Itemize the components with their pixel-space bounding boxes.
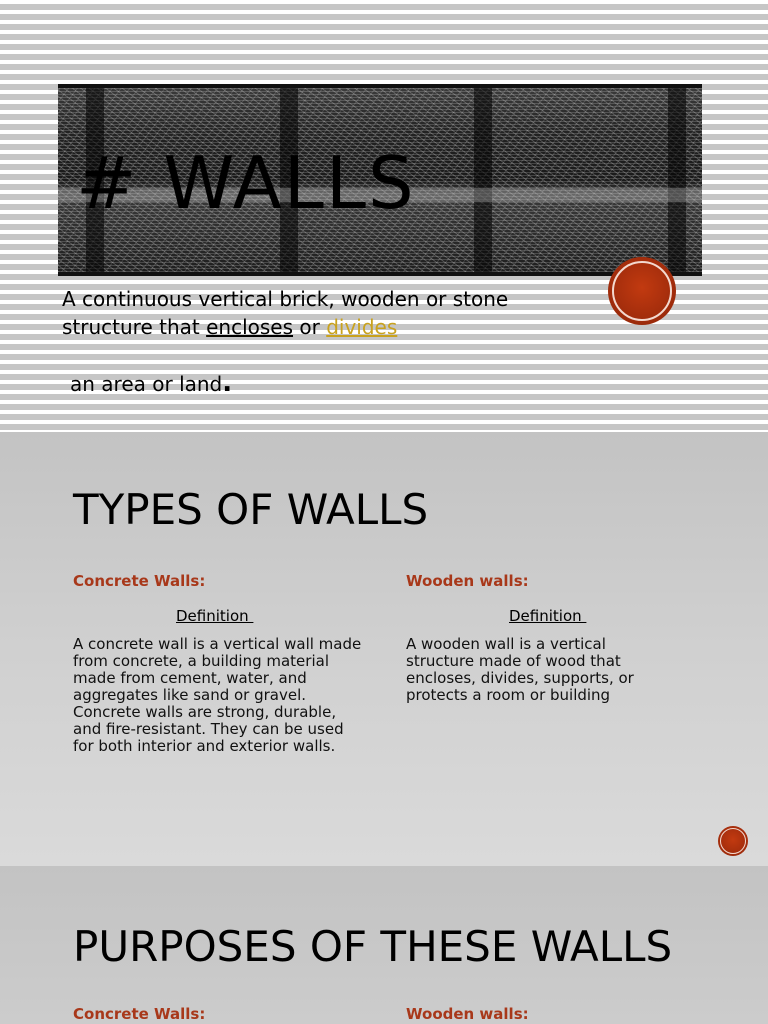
intro-period: . <box>222 368 233 398</box>
wooden-definition-text: A wooden wall is a vertical structure made of wood that encloses, divides, supports, or protects a room or building <box>406 635 634 704</box>
intro-line-2 <box>70 369 232 398</box>
intro-paragraph <box>62 285 582 341</box>
purposes-heading: PURPOSES OF THESE WALLS <box>73 922 673 971</box>
types-heading: TYPES OF WALLS <box>73 485 429 534</box>
wooden-walls-title: Wooden walls: <box>406 572 529 590</box>
intro-connector: or <box>293 315 327 339</box>
intro-text: A continuous vertical brick, wooden or stone structure that <box>62 287 509 339</box>
wooden-definition-label: Definition <box>509 607 587 625</box>
intro-line-2-text: an area or land <box>70 372 223 396</box>
decorative-circle-icon-small <box>718 826 748 856</box>
purposes-slide <box>0 866 768 1024</box>
concrete-definition-label: Definition <box>176 607 254 625</box>
slide-title: # WALLS <box>76 141 416 225</box>
brick-wall-banner-image <box>58 84 702 276</box>
purposes-wooden-title: Wooden walls: <box>406 1005 529 1023</box>
purposes-concrete-title: Concrete Walls: <box>73 1005 206 1023</box>
concrete-walls-title: Concrete Walls: <box>73 572 206 590</box>
concrete-definition-text: A concrete wall is a vertical wall made from concrete, a building material made from cement, water, and aggregates like sand or gravel. Concrete walls are strong, durable, and fire-resistant. They can be used for both interior and exterior walls. <box>73 635 362 755</box>
encloses-word: encloses <box>206 315 294 339</box>
decorative-circle-icon <box>608 257 676 325</box>
title-slide <box>0 0 768 432</box>
divides-link[interactable]: divides <box>326 315 398 339</box>
types-of-walls-slide <box>0 432 768 866</box>
